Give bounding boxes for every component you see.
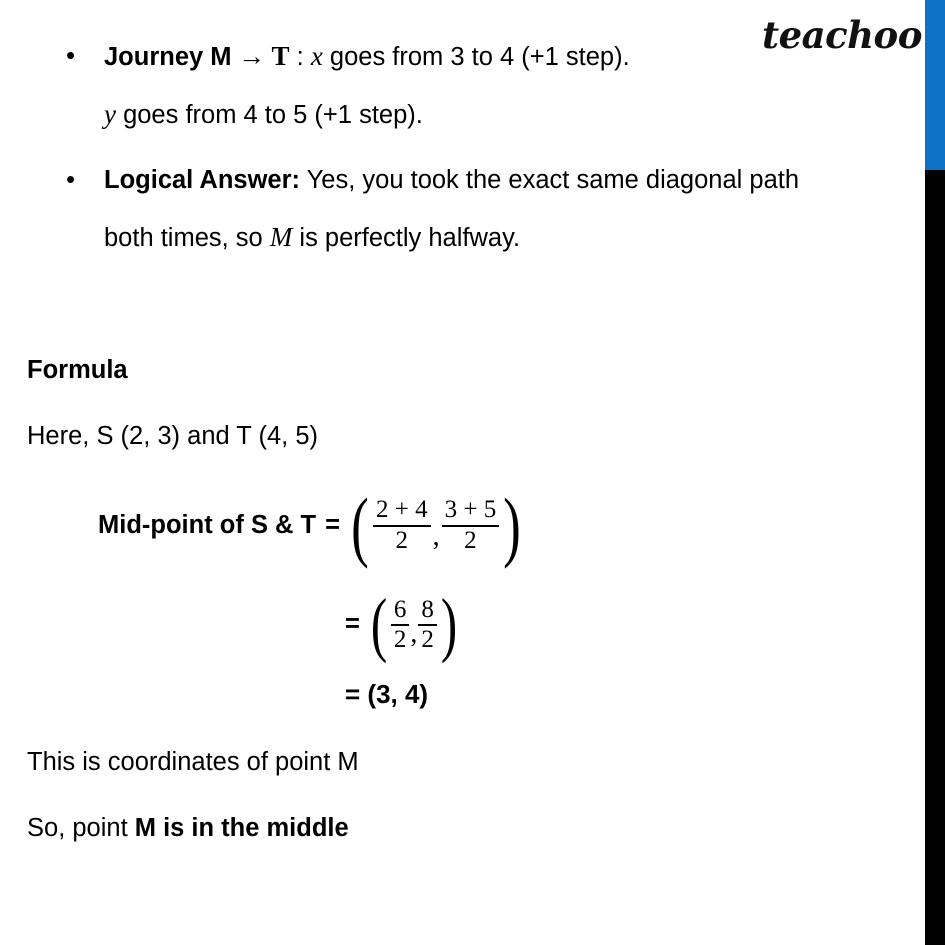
right-edge-black-bar bbox=[925, 170, 945, 945]
fraction-y bbox=[418, 597, 437, 654]
given-points-text: Here, S (2, 3) and T (4, 5) bbox=[27, 422, 319, 450]
logical-answer-line2 bbox=[104, 209, 898, 267]
fraction-numerator: 6 bbox=[393, 595, 407, 623]
conclusion-line bbox=[27, 811, 349, 845]
fraction-x bbox=[373, 497, 431, 554]
fraction-denominator: 2 bbox=[391, 624, 410, 653]
variable-y: y bbox=[104, 99, 116, 129]
bullet-row bbox=[58, 28, 898, 144]
fraction-denominator: 2 bbox=[373, 525, 431, 554]
coordinates-note: This is coordinates of point M bbox=[27, 748, 359, 776]
fraction-numerator: 2 + 4 bbox=[376, 496, 428, 524]
journey-line2 bbox=[104, 86, 898, 144]
logical-answer-line2-a: both times, so bbox=[104, 224, 270, 252]
logical-answer-line2-b: is perfectly halfway. bbox=[292, 224, 521, 252]
journey-line2-rest: goes from 4 to 5 (+1 step). bbox=[115, 101, 423, 129]
journey-label-end: T bbox=[271, 41, 290, 71]
fraction-numerator: 8 bbox=[421, 595, 434, 623]
equation-midpoint bbox=[98, 482, 525, 569]
open-paren: ( bbox=[351, 482, 369, 569]
fraction-x bbox=[391, 597, 410, 654]
variable-x: x bbox=[310, 41, 323, 71]
close-paren: ) bbox=[503, 482, 522, 569]
equation-result bbox=[345, 679, 428, 710]
conclusion-prefix: So, point bbox=[27, 814, 135, 842]
bullet-marker-icon: • bbox=[66, 40, 76, 70]
journey-separator: : bbox=[289, 43, 311, 71]
bullet-text bbox=[104, 28, 898, 144]
equals-sign: = bbox=[345, 610, 360, 639]
right-edge-blue-bar bbox=[925, 0, 945, 170]
coordinate-comma: , bbox=[410, 617, 418, 649]
bullet-text bbox=[104, 152, 898, 267]
journey-arrow: → bbox=[231, 41, 272, 71]
midpoint-label: Mid-point of S & T bbox=[98, 511, 317, 540]
journey-label: Journey M bbox=[104, 43, 232, 71]
teachoo-logo: teachoo bbox=[762, 13, 922, 57]
variable-m: M bbox=[269, 222, 293, 252]
midpoint-result: = (3, 4) bbox=[345, 679, 429, 709]
fraction-numerator: 3 + 5 bbox=[444, 496, 497, 524]
bullet-item-logical-answer bbox=[58, 152, 898, 267]
equals-sign: = bbox=[325, 511, 341, 540]
formula-heading: Formula bbox=[27, 356, 128, 384]
open-paren: ( bbox=[370, 584, 388, 664]
journey-line1-rest: goes from 3 to 4 (+1 step). bbox=[322, 43, 630, 71]
fraction-denominator: 2 bbox=[418, 624, 437, 653]
bullet-item-journey bbox=[58, 28, 898, 144]
logical-answer-label: Logical Answer: bbox=[104, 166, 301, 194]
close-paren: ) bbox=[440, 584, 458, 664]
fraction-y bbox=[442, 497, 500, 554]
bullet-marker-icon: • bbox=[66, 164, 76, 194]
equation-simplified bbox=[345, 584, 461, 664]
coordinate-comma: , bbox=[432, 521, 440, 553]
conclusion-bold: M is in the middle bbox=[134, 814, 349, 842]
logical-answer-line1-rest: Yes, you took the exact same diagonal path bbox=[300, 166, 800, 194]
bullet-row bbox=[58, 152, 898, 267]
fraction-denominator: 2 bbox=[442, 525, 500, 554]
